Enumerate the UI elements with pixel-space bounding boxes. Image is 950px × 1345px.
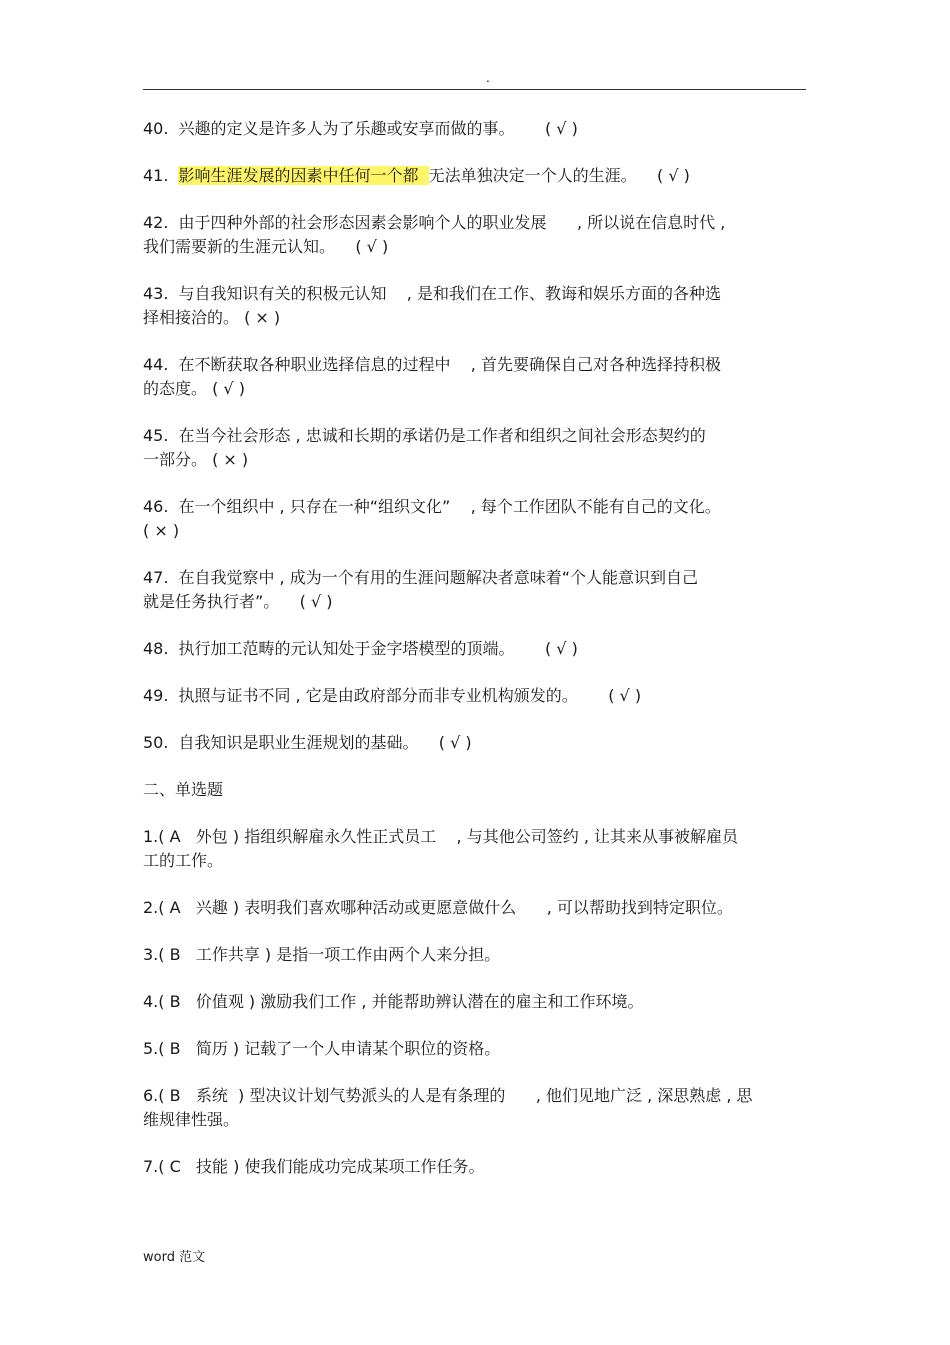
question-text: 5.( B 简历 ) 记载了一个人申请某个职位的资格。	[143, 1039, 501, 1058]
question-item	[143, 282, 806, 330]
footer-text: word 范文	[143, 1250, 206, 1265]
question-number: 43.	[143, 284, 169, 303]
question-item	[143, 117, 806, 141]
question-text: 1.( A 外包 ) 指组织解雇永久性正式员工 , 与其他公司签约 , 让其来从事被解雇员 工的工作。	[143, 827, 738, 870]
question-text: 在当今社会形态 , 忠诚和长期的承诺仍是工作者和组织之间社会形态契约的 一部分。 ( × )	[143, 426, 706, 469]
question-number: 49.	[143, 686, 169, 705]
question-item	[143, 424, 806, 472]
question-text: 在一个组织中 , 只存在一种“组织文化” , 每个工作团队不能有自己的文化。 ( × )	[143, 497, 721, 540]
header-mark: .	[486, 71, 490, 85]
question-text: 4.( B 价值观 ) 激励我们工作 , 并能帮助辨认潜在的雇主和工作环境。	[143, 992, 644, 1011]
question-item	[143, 825, 806, 873]
question-item	[143, 495, 806, 543]
document-body	[143, 117, 806, 1202]
question-number: 42.	[143, 213, 169, 232]
question-item	[143, 211, 806, 259]
question-text: 在自我觉察中 , 成为一个有用的生涯问题解决者意味着“个人能意识到自己 就是任务执行者”。 ( √ )	[143, 568, 699, 611]
question-item	[143, 353, 806, 401]
question-item	[143, 990, 806, 1014]
highlighted-text: 影响生涯发展的因素中任何一个都	[178, 166, 429, 185]
question-text: 无法单独决定一个人的生涯。 ( √ )	[428, 166, 690, 185]
question-item	[143, 943, 806, 967]
question-item	[143, 778, 806, 802]
question-item	[143, 566, 806, 614]
question-item	[143, 1037, 806, 1061]
question-item	[143, 896, 806, 920]
question-text: 2.( A 兴趣 ) 表明我们喜欢哪种活动或更愿意做什么 , 可以帮助找到特定职位。	[143, 898, 733, 917]
question-number: 40.	[143, 119, 169, 138]
question-number: 44.	[143, 355, 169, 374]
question-item	[143, 731, 806, 755]
question-item	[143, 637, 806, 661]
question-number: 50.	[143, 733, 169, 752]
question-text: 3.( B 工作共享 ) 是指一项工作由两个人来分担。	[143, 945, 501, 964]
question-item	[143, 1084, 806, 1132]
question-number: 45.	[143, 426, 169, 445]
question-text: 自我知识是职业生涯规划的基础。 ( √ )	[178, 733, 472, 752]
question-item	[143, 684, 806, 708]
question-text: 7.( C 技能 ) 使我们能成功完成某项工作任务。	[143, 1157, 485, 1176]
question-number: 41.	[143, 166, 169, 185]
question-text: 兴趣的定义是许多人为了乐趣或安享而做的事。 ( √ )	[178, 119, 578, 138]
question-item	[143, 164, 806, 188]
question-text: 二、单选题	[143, 780, 224, 799]
question-text: 由于四种外部的社会形态因素会影响个人的职业发展 , 所以说在信息时代 , 我们需要新的生涯元认知。 ( √ )	[143, 213, 726, 256]
question-text: 6.( B 系统 ) 型决议计划气势派头的人是有条理的 , 他们见地广泛 , 深思熟虑 , 思 维规律性强。	[143, 1086, 753, 1129]
question-item	[143, 1155, 806, 1179]
question-text: 执照与证书不同 , 它是由政府部分而非专业机构颁发的。 ( √ )	[178, 686, 642, 705]
header-rule	[143, 89, 806, 90]
question-number: 46.	[143, 497, 169, 516]
question-text: 执行加工范畴的元认知处于金字塔模型的顶端。 ( √ )	[178, 639, 578, 658]
question-text: 在不断获取各种职业选择信息的过程中 , 首先要确保自己对各种选择持积极 的态度。 ( √ )	[143, 355, 721, 398]
question-number: 48.	[143, 639, 169, 658]
question-number: 47.	[143, 568, 169, 587]
question-text: 与自我知识有关的积极元认知 , 是和我们在工作、教诲和娱乐方面的各种选 择相接洽的。 ( × )	[143, 284, 721, 327]
